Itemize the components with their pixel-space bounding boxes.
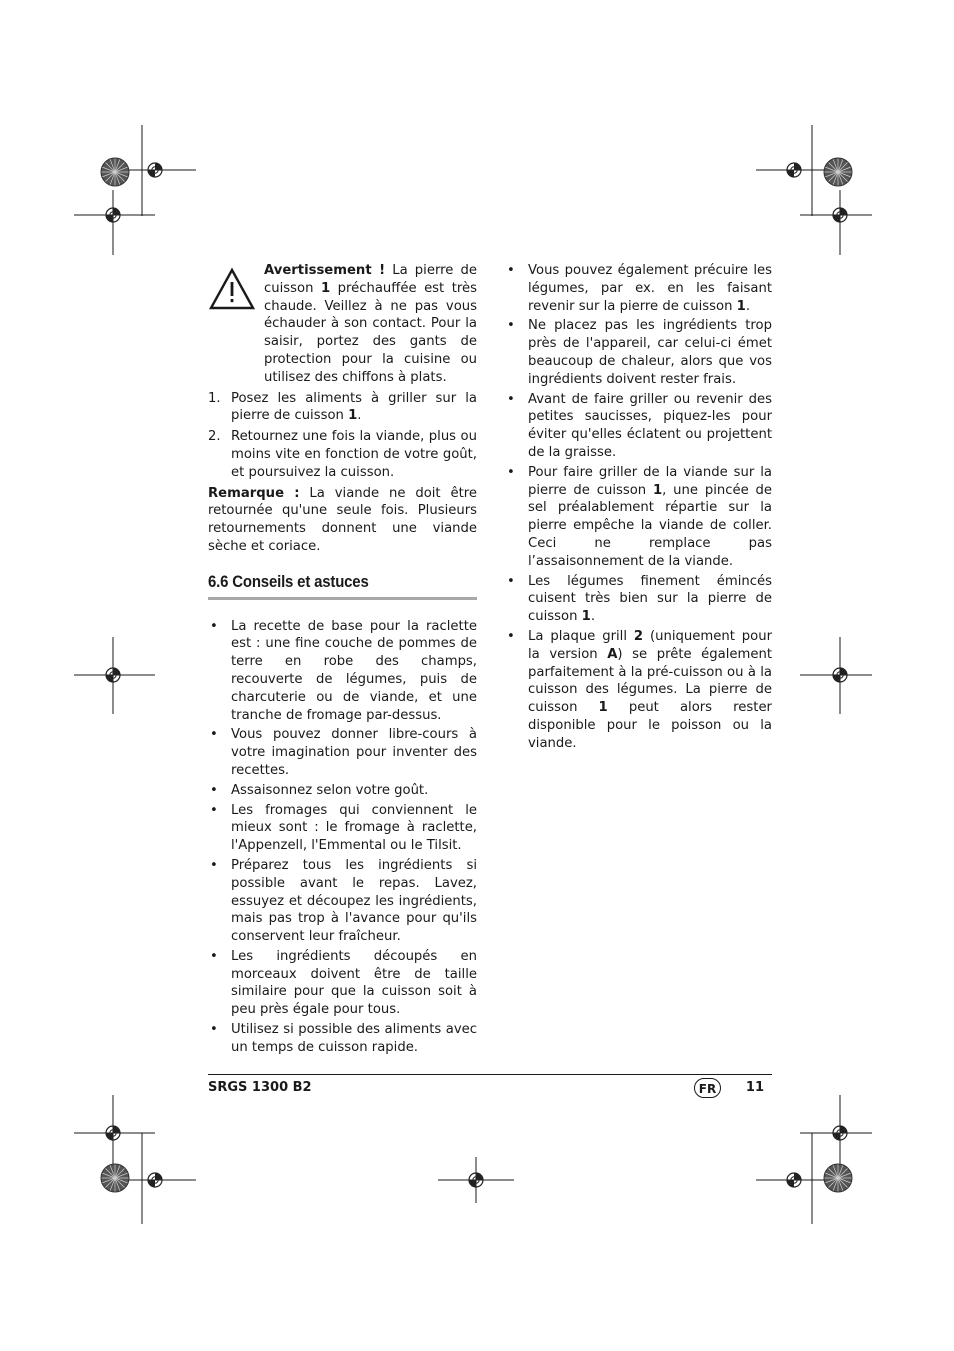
list-item: • Les fromages qui conviennent le mieux sont : le fromage à raclette, l'Appenzell, l'Emmental ou le Tilsit. [210, 802, 477, 854]
remark-paragraph: Remarque : La viande ne doit être retournée qu'une seule fois. Plusieurs retournements donnent une viande sèche et coriace. [208, 485, 477, 554]
registration-mark-icon [833, 1126, 847, 1140]
list-item: • Vous pouvez également précuire les légumes, par ex. en les faisant revenir sur la pierre de cuisson 1. [507, 263, 772, 314]
registration-mark-icon [833, 208, 847, 222]
registration-mark-icon [148, 1173, 162, 1187]
page-number: 11 [745, 1080, 764, 1095]
section-divider [208, 597, 477, 600]
footer-divider [208, 1074, 772, 1075]
list-item: • Les ingrédients découpés en morceaux doivent être de taille similaire pour que la cuisson soit à peu près égale pour tous. [210, 948, 477, 1018]
list-item: • Ne placez pas les ingrédients trop près de l'appareil, car celui-ci émet beaucoup de chaleur, alors que vos ingrédients doivent rester frais. [507, 318, 772, 387]
list-item: 2. Retournez une fois la viande, plus ou moins vite en fonction de votre goût, et poursuivez la cuisson. [208, 429, 477, 480]
warning-text: Avertissement ! La pierre de cuisson 1 préchauffée est très chaude. Veillez à ne pas vous échauder à son contact. Pour la saisir, portez des gants de protection pour la cuisine ou utilisez des chiffons à plats. [264, 263, 477, 385]
warning-label: Avertissement ! [264, 263, 386, 278]
registration-mark-icon [787, 1173, 801, 1187]
list-item: • Utilisez si possible des aliments avec un temps de cuisson rapide. [210, 1022, 477, 1055]
registration-mark-icon [106, 1126, 120, 1140]
registration-mark-icon [469, 1173, 483, 1187]
registration-mark-icon [106, 668, 120, 682]
language-badge: FR [694, 1078, 721, 1098]
warning-triangle-icon [208, 267, 256, 311]
model-number: SRGS 1300 B2 [208, 1080, 312, 1095]
list-item: • La recette de base pour la raclette est : une fine couche de pommes de terre en robe des champs, recouverte de légumes, puis de charcuterie ou de viande, et une tranche de fromage par-dessus. [210, 618, 477, 723]
remark-label: Remarque : [208, 485, 300, 501]
registration-mark-icon [106, 208, 120, 222]
steps-list [208, 390, 477, 482]
tips-list-left [208, 618, 477, 1057]
registration-mark-icon [833, 668, 847, 682]
right-column [505, 262, 772, 755]
list-item: • Assaisonnez selon votre goût. [210, 782, 429, 798]
tips-list-right [505, 262, 772, 753]
registration-mark-icon [787, 163, 801, 177]
page-footer [208, 1074, 772, 1096]
list-item: • Les légumes finement émincés cuisent très bien sur la pierre de cuisson 1. [507, 573, 772, 625]
left-column [208, 262, 477, 1059]
color-wheel-icon [824, 158, 852, 186]
list-item: • Préparez tous les ingrédients si possible avant le repas. Lavez, essuyez et découpez les ingrédients, mais pas trop à l'avance pour qu'ils conservent leur fraîcheur. [210, 857, 477, 945]
registration-mark-icon [148, 163, 162, 177]
color-wheel-icon [824, 1164, 852, 1192]
list-item: • Avant de faire griller ou revenir des petites saucisses, piquez-les pour éviter qu'elles éclatent ou projettent de la graisse. [507, 391, 772, 460]
warning-block [208, 262, 477, 387]
list-item: • Pour faire griller de la viande sur la pierre de cuisson 1, une pincée de sel préalablement répartie sur la pierre empêche la viande de coller. Ceci ne remplace pas l’assaisonnement de la viande. [507, 464, 772, 569]
list-item: 1. Posez les aliments à griller sur la pierre de cuisson 1. [208, 390, 477, 424]
list-item: • Vous pouvez donner libre-cours à votre imagination pour inventer des recettes. [210, 727, 477, 778]
color-wheel-icon [101, 158, 129, 186]
section-heading: 6.6 Conseils et astuces [208, 571, 369, 591]
color-wheel-icon [101, 1164, 129, 1192]
list-item: • La plaque grill 2 (uniquement pour la version A) se prête également parfaitement à la pré-cuisson ou à la cuisson des légumes. La pierre de cuisson 1 peut alors rester disponible pour le poisson ou la viande. [507, 628, 773, 751]
